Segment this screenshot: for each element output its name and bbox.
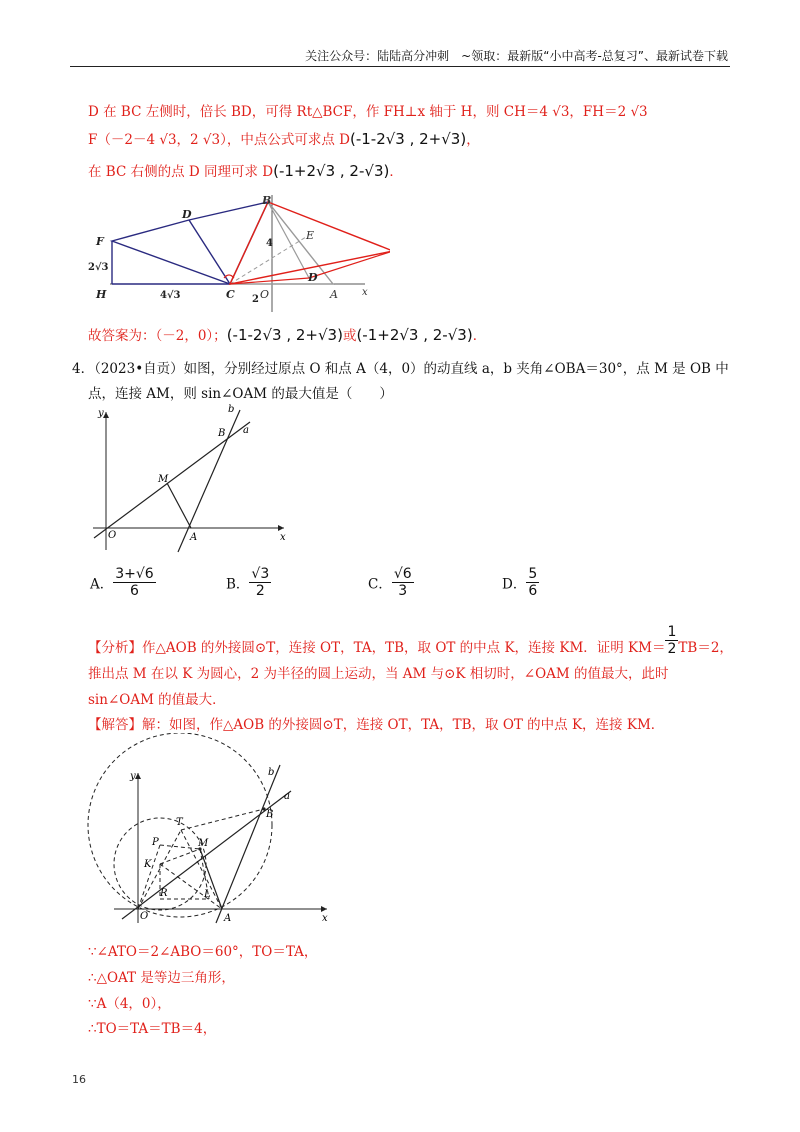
fig1-label-O: O <box>260 288 270 301</box>
solution-line1: 【解答】解：如图，作△AOB 的外接圆⊙T，连接 OT，TA，TB，取 OT 的中点 K，连接 KM． <box>88 717 665 733</box>
fig2-label-B: B <box>218 428 226 439</box>
step-2: ∴△OAT 是等边三角形， <box>88 970 235 986</box>
fig3-label-y: y <box>130 771 136 782</box>
option-c-fraction <box>392 566 414 599</box>
fig1-label-2: 2 <box>252 294 259 305</box>
fig1-label-4: 4 <box>266 238 273 249</box>
fig3-label-B: B <box>266 809 274 820</box>
fig3-ka <box>160 864 222 909</box>
fig1-label-x: x <box>362 287 368 298</box>
fig3-line-b <box>216 765 280 923</box>
option-d-den: 6 <box>528 583 538 599</box>
analysis-line1 <box>88 624 733 657</box>
fig3-label-b: b <box>268 767 275 778</box>
fig3-op <box>138 845 160 909</box>
analysis-frac-num: 1 <box>667 624 677 640</box>
option-a-letter: A． <box>90 576 114 593</box>
option-d[interactable] <box>502 566 539 599</box>
option-b-den: 2 <box>255 583 265 599</box>
fig3-label-A: A <box>224 913 232 924</box>
option-c-den: 3 <box>398 583 408 599</box>
page-number: 16 <box>72 1073 86 1086</box>
header-rule <box>70 66 730 67</box>
sol3-line2 <box>88 128 480 148</box>
fig2-line-b <box>178 410 240 552</box>
sol3-point-d2: (-1+2√3 , 2-√3) <box>273 162 390 180</box>
fig1-be <box>268 202 309 278</box>
sol3-answer-point2: (-1+2√3 , 2-√3) <box>356 326 473 344</box>
sol3-line3-text: 在 BC 右侧的点 D 同理可求 D <box>88 164 274 180</box>
option-a-num: 3+√6 <box>115 566 154 582</box>
fig3-pm <box>160 845 200 849</box>
sol3-line2-end: ， <box>466 132 480 148</box>
option-d-fraction <box>526 566 539 599</box>
fig1-label-H: H <box>96 288 107 301</box>
step-4: ∴TO＝TA＝TB＝4， <box>88 1021 217 1037</box>
fig1-gray-triangle <box>230 202 333 284</box>
analysis-half-fraction <box>665 624 678 657</box>
sol3-point-d1: (-1-2√3 , 2+√3) <box>349 130 467 148</box>
option-d-letter: D． <box>502 576 527 593</box>
option-d-num: 5 <box>528 566 538 582</box>
fig2-segment-am <box>167 483 191 528</box>
fig3-km <box>160 849 200 864</box>
fig2-label-y: y <box>98 408 104 419</box>
fig1-dc <box>189 220 230 284</box>
fig1-label-A: A <box>330 288 338 301</box>
q4-line1: 4．（2023•自贡）如图，分别经过原点 O 和点 A（4，0）的动直线 a，b 夹角∠OBA＝30°，点 M 是 OB 中 <box>72 361 729 377</box>
fig3-label-a: a <box>284 791 290 802</box>
step-3: ∵A（4，0）， <box>88 996 171 1012</box>
analysis-line1-end: TB＝2， <box>678 640 733 656</box>
fig3-label-P: P <box>152 837 159 848</box>
fig1-label-D2: D <box>308 271 318 284</box>
fig1-label-F: F <box>96 235 104 248</box>
option-a-fraction <box>113 566 155 599</box>
fig3-label-K: K <box>144 859 152 870</box>
fig1-label-4sqrt3: 4√3 <box>160 290 181 301</box>
analysis-frac-den: 2 <box>667 641 677 657</box>
option-b-fraction <box>249 566 271 599</box>
sol3-answer-or: 或 <box>342 328 357 344</box>
option-c-num: √6 <box>393 566 412 582</box>
fig1-label-E: E <box>306 229 315 242</box>
fig3-label-R: R <box>160 888 168 899</box>
sol3-answer-point1: (-1-2√3 , 2+√3) <box>226 326 343 344</box>
fig3-label-x: x <box>322 913 328 924</box>
fig2-label-b: b <box>228 404 235 415</box>
fig1-label-B: B <box>262 194 272 207</box>
sol3-answer-end: ． <box>472 328 487 344</box>
analysis-line2: 推出点 M 在以 K 为圆心，2 为半径的圆上运动，当 AM 与⊙K 相切时，∠OAM 的值最大，此时 <box>88 666 669 682</box>
fig3-tb <box>181 809 264 830</box>
option-b-letter: B． <box>226 576 250 593</box>
sol3-line3-end: ． <box>389 164 403 180</box>
fig1-label-C: C <box>226 288 235 301</box>
fig2-label-x: x <box>280 532 286 543</box>
step-1: ∵∠ATO＝2∠ABO＝60°，TO＝TA， <box>88 944 318 960</box>
fig3-label-O: O <box>140 911 149 922</box>
fig2-label-M: M <box>158 474 169 485</box>
fig3-label-M: M <box>198 838 209 849</box>
sol3-answer-text: 故答案为：（－2，0）； <box>88 328 227 344</box>
fig3-label-T: T <box>176 817 183 828</box>
page-header: 关注公众号：陆陆高分冲刺 ~领取：最新版“小中高考-总复习”、最新试卷下载 <box>305 49 728 63</box>
analysis-line1-text: 【分析】作△AOB 的外接圆⊙T，连接 OT，TA，TB，取 OT 的中点 K，连接 KM．证明 KM＝ <box>88 640 666 656</box>
fig2-label-O: O <box>108 530 117 541</box>
option-a[interactable] <box>90 566 156 599</box>
fig2-label-a: a <box>243 425 249 436</box>
fig3-label-L: L <box>204 889 211 900</box>
fig2-label-A: A <box>190 532 198 543</box>
option-b-num: √3 <box>251 566 270 582</box>
fig1-label-2sqrt3: 2√3 <box>88 262 109 273</box>
figure-rhombus-construction <box>80 190 390 318</box>
option-c-letter: C． <box>368 576 392 593</box>
sol3-line1: D 在 BC 左侧时，倍长 BD，可得 Rt△BCF，作 FH⊥x 轴于 H，则 CH＝4 √3，FH＝2 √3 <box>88 104 648 120</box>
q4-line2: 点，连接 AM，则 sin∠OAM 的最大值是（ ） <box>88 386 393 402</box>
option-a-den: 6 <box>130 583 139 599</box>
option-c[interactable] <box>368 566 414 599</box>
sol3-line3 <box>88 160 403 180</box>
option-b[interactable] <box>226 566 271 599</box>
figure-question4 <box>88 400 298 555</box>
sol3-line2-text: F（－2－4 √3，2 √3），中点公式可求点 D <box>88 132 350 148</box>
sol3-answer <box>88 324 486 344</box>
fig1-label-D: D <box>182 208 192 221</box>
analysis-line3: sin∠OAM 的值最大． <box>88 692 226 708</box>
figure-solution-circle <box>84 733 346 925</box>
fig1-d-red2 <box>309 251 390 278</box>
